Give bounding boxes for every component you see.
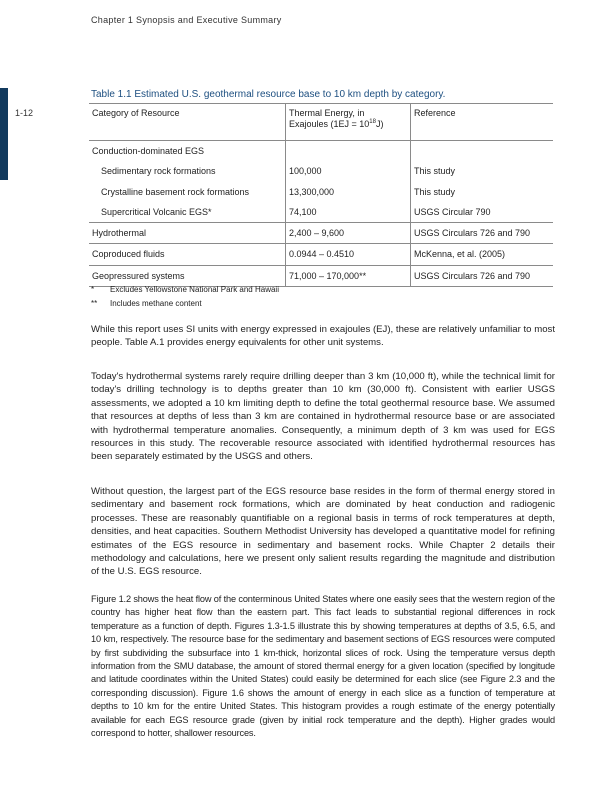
cell-category: Hydrothermal	[89, 223, 286, 244]
header-reference: Reference	[411, 104, 554, 141]
chapter-side-bar	[0, 88, 8, 180]
header-energy-unit-a: Exajoules (1EJ = 10	[289, 119, 370, 130]
cell-reference: USGS Circular 790	[411, 202, 554, 223]
footnote	[91, 297, 279, 311]
cell-energy: 13,300,000	[286, 182, 411, 202]
cell-energy: 74,100	[286, 202, 411, 223]
body-paragraph-heat-flow: Figure 1.2 shows the heat flow of the conterminous United States where one easily sees that the western region of the country has higher heat flow than the eastern part. This fact leads to substantial regional differences in rock temperature as a function of depth. Figures 1.3-1.5 illustrate this by showing temperatures at depths of 3.5, 6.5, and 10 km, respectively. The resource base for the sedimentary and basement sections of EGS resources were computed by first subdividing the subsurface into 1 km-thick, horizontal slices of rock. Using the temperature versus depth information from the SMU database, the amount of stored thermal energy for a given location (specified by longitude and latitude coordinates within the United States) could easily be determined for each slice (see Figure 2.3 and the corresponding discussion). Figure 1.6 shows the amount of energy in each slice as a function of temperature at depths to 10 km for the entire United States. This histogram provides a rough estimate of the energy potentially available for each EGS resource grade (given by initial rock temperature and the depth). Higher grades would correspond to hotter, shallower resources.	[91, 594, 555, 739]
footnote-mark: **	[91, 299, 98, 308]
cell-reference: USGS Circulars 726 and 790	[411, 223, 554, 244]
cell-reference: This study	[411, 161, 554, 181]
cell-category: Sedimentary rock formations	[101, 166, 216, 177]
cell-reference: USGS Circulars 726 and 790	[411, 265, 554, 286]
table-row	[89, 182, 553, 202]
header-energy-unit-exp: 18	[369, 119, 376, 126]
running-head: Chapter 1 Synopsis and Executive Summary	[91, 15, 282, 25]
body-paragraph-egs-resource: Without question, the largest part of the EGS resource base resides in the form of thermal energy stored in sedimentary and basement rock formations, which are dominated by heat conduction and radiogenic processes. These are reasonably quantifiable on a regional basis in terms of rock temperatures at depth, densities, and heat capacities. Southern Methodist University has developed a quantitative model for refining estimates of the EGS resource in sedimentary and basement rocks. While Chapter 2 details their methodology and calculations, here we present only salient results regarding the magnitude and distribution of the U.S. EGS resource.	[91, 486, 555, 578]
footnote	[91, 283, 279, 297]
cell-energy: 2,400 – 9,600	[286, 223, 411, 244]
cell-energy: 71,000 – 170,000**	[286, 265, 411, 286]
header-energy	[286, 104, 411, 141]
cell-category: Coproduced fluids	[89, 244, 286, 265]
header-energy-unit-b: J)	[375, 119, 384, 130]
body-paragraph-depth: Today's hydrothermal systems rarely require drilling deeper than 3 km (10,000 ft), while the technical limit for today's drilling technology is to depths greater than 10 km (30,000 ft). Consistent with earlier USGS assessments, we adopted a 10 km limiting depth to define the total geothermal resource base. We assumed that resources at depths of less than 3 km are contained in hydrothermal resource base or are associated with hydrothermal temperature anomalies. Consequently, a minimum depth of 3 km was used for EGS resources in this study. The recoverable resource associated with identified hydrothermal resources has been separately estimated by the USGS and others.	[91, 371, 555, 463]
header-energy-main: Thermal Energy, in	[289, 108, 365, 118]
page-number: 1-12	[15, 108, 34, 118]
cell-category: Crystalline basement rock formations	[101, 186, 250, 197]
table-row	[89, 202, 553, 223]
cell-reference: McKenna, et al. (2005)	[411, 244, 554, 265]
footnote-mark: *	[91, 285, 95, 294]
resource-table	[89, 103, 553, 287]
group-label: Conduction-dominated EGS	[89, 141, 286, 162]
header-category: Category of Resource	[89, 104, 286, 141]
table-row	[89, 223, 553, 244]
footnote-text: Includes methane content	[110, 299, 202, 308]
cell-category: Supercritical Volcanic EGS*	[101, 206, 212, 217]
table-row	[89, 161, 553, 181]
footnote-text: Excludes Yellowstone National Park and Hawaii	[110, 285, 279, 294]
table-caption: Table 1.1 Estimated U.S. geothermal resource base to 10 km depth by category.	[91, 89, 446, 100]
cell-reference: This study	[411, 182, 554, 202]
cell-energy: 100,000	[286, 161, 411, 181]
table-footnotes	[91, 283, 279, 311]
cell-category: Geopressured systems	[89, 265, 286, 286]
table-header-row	[89, 104, 553, 141]
body-paragraph-units: While this report uses SI units with energy expressed in exajoules (EJ), these are relatively unfamiliar to most people. Table A.1 provides energy equivalents for other unit systems.	[91, 324, 555, 349]
table-row	[89, 244, 553, 265]
cell-energy: 0.0944 – 0.4510	[286, 244, 411, 265]
table-group-row	[89, 141, 553, 162]
